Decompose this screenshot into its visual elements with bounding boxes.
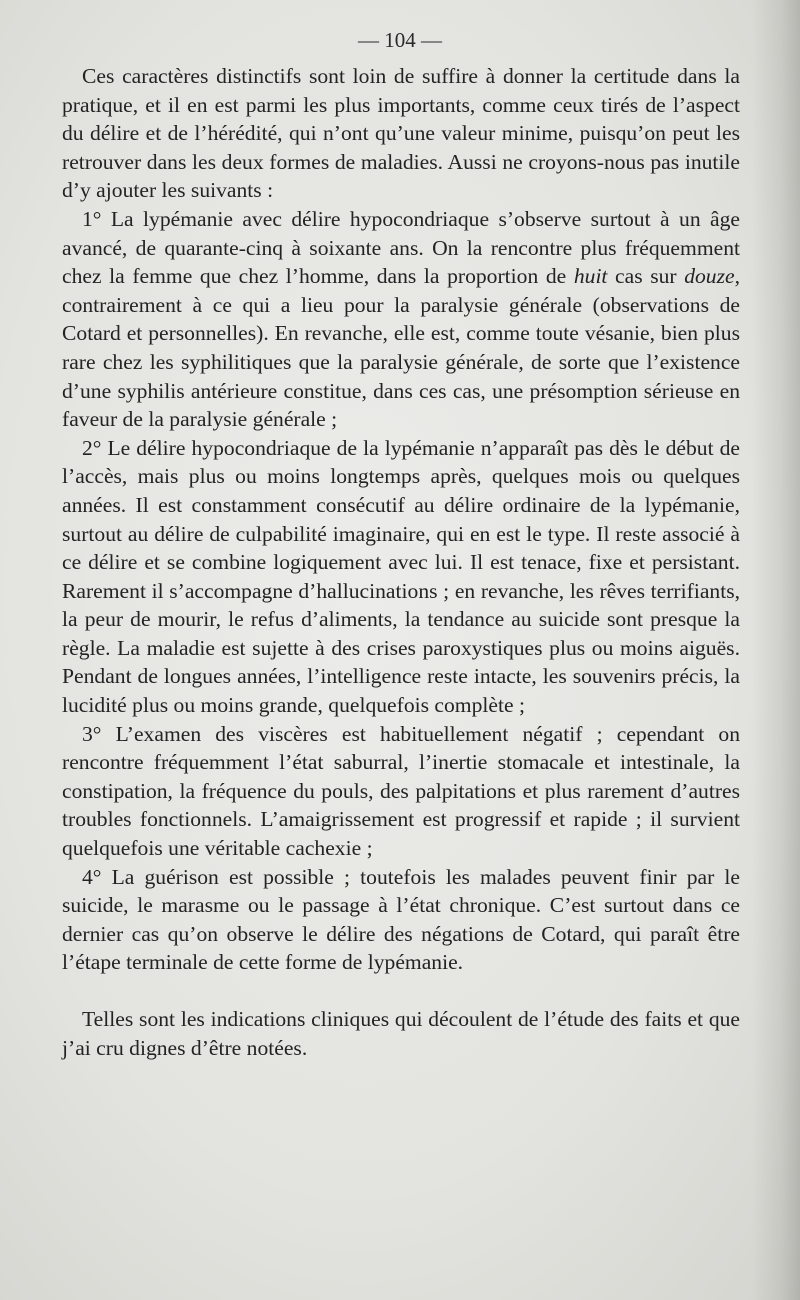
paragraph-point-3 (62, 720, 740, 863)
paragraph-point-1 (62, 205, 740, 434)
body-text (62, 62, 740, 1062)
italic-term-huit: huit (573, 264, 608, 289)
page-number: — 104 — (358, 28, 442, 52)
paragraph-point-2 (62, 434, 740, 720)
paragraph-text: 3° L’examen des viscères est habituellement négatif ; cependant on rencontre fréquemment l’état saburral, l’inertie stomacale et intestinale, la constipation, la fréquence du pouls, des palpitations et plus rarement d’autres troubles fonctionnels. L’amaigrissement est progressif et rapide ; il survient quelquefois une véritable cachexie ; (62, 721, 740, 861)
paragraph-conclusion (62, 1005, 740, 1062)
paragraph-text: 4° La guérison est possible ; toutefois les malades peuvent finir par le suicide, le marasme ou le passage à l’état chronique. C’est surtout dans ce dernier cas qu’on observe le délire des négations de Cotard, qui paraît être l’étape terminale de cette forme de lypémanie. (62, 864, 740, 975)
italic-term-douze: douze (684, 264, 735, 289)
paragraph-text: 1° La lypémanie avec délire hypocondriaque s’observe surtout à un âge avancé, de quarante-cinq à soixante ans. On la rencontre plus fréquemment chez la femme que chez l’homme, dans la proportion de (62, 206, 740, 289)
paragraph-text: , contrairement à ce qui a lieu pour la paralysie générale (observations de Cotard et personnelles). En revanche, elle est, comme toute vésanie, bien plus rare chez les syphilitiques que la paralysie générale, de sorte que l’existence d’une syphilis antérieure constitue, dans ces cas, une présomption sérieuse en faveur de la paralysie générale ; (62, 264, 740, 432)
paragraph-text: Telles sont les indications cliniques qui découlent de l’étude des faits et que j’ai cru dignes d’être notées. (62, 1007, 740, 1060)
paragraph-text: 2° Le délire hypocondriaque de la lypémanie n’apparaît pas dès le début de l’accès, mais plus ou moins longtemps après, quelques mois ou quelques années. Il est constamment consécutif au délire ordinaire de la lypémanie, surtout au délire de culpabilité imaginaire, qui en est le type. Il reste associé à ce délire et se combine logiquement avec lui. Il est tenace, fixe et persistant. Rarement il s’accompagne d’hallucinations ; en revanche, les rêves terrifiants, la peur de mourir, le refus d’aliments, la tendance au suicide sont presque la règle. La maladie est sujette à des crises paroxystiques plus ou moins aiguës. Pendant de longues années, l’intelligence reste intacte, les souvenirs précis, la lucidité plus ou moins grande, quelquefois complète ; (62, 435, 740, 718)
paragraph-text: cas sur (607, 264, 685, 289)
paragraph-intro (62, 62, 740, 205)
paragraph-text: Ces caractères distinctifs sont loin de suffire à donner la certitude dans la pratique, et il en est parmi les plus importants, comme ceux tirés de l’aspect du délire et de l’hérédité, qui n’ont qu’une valeur minime, puisqu’on peut les retrouver dans les deux formes de maladies. Aussi ne croyons-nous pas inutile d’y ajouter les suivants : (62, 64, 740, 203)
paragraph-point-4 (62, 863, 740, 977)
page-edge-shadow (752, 0, 800, 1300)
